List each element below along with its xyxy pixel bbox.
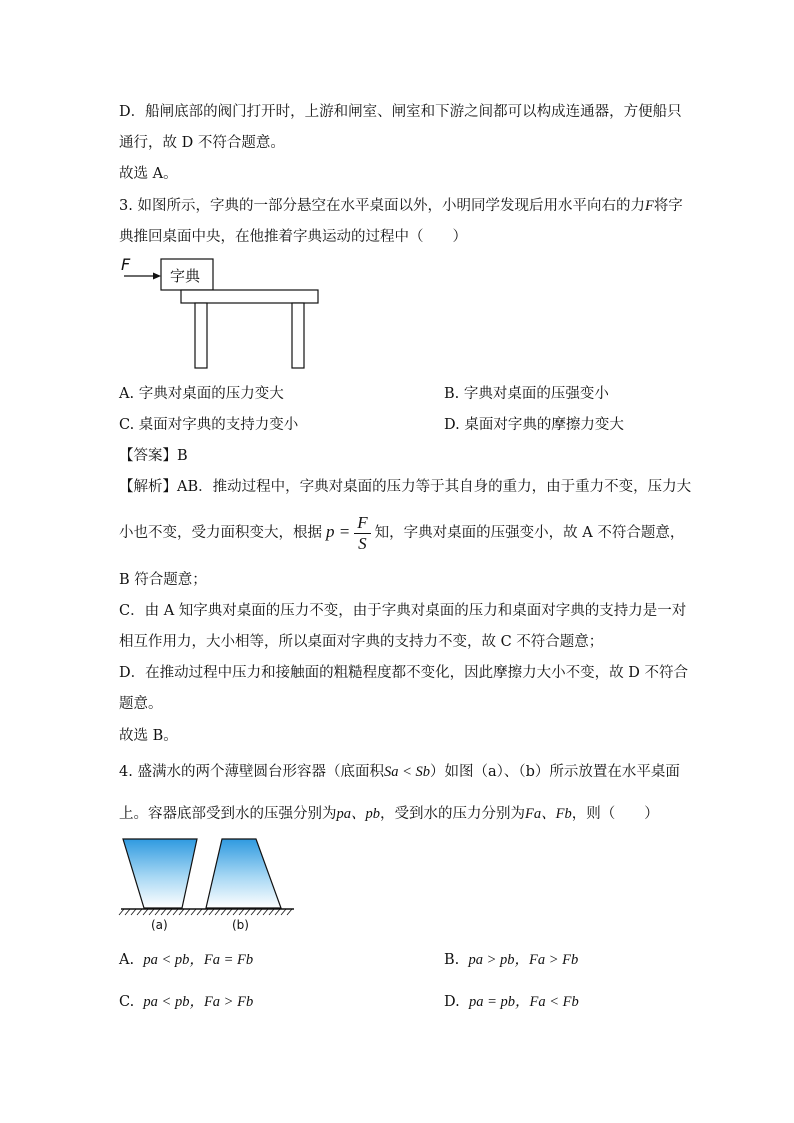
q3-choice: 故选 B。 — [119, 728, 178, 744]
q3-option-a: A. 字典对桌面的压力变大 — [119, 386, 284, 402]
table-top — [181, 290, 318, 303]
label-b: (b) — [232, 918, 249, 932]
dictionary-label: 字典 — [170, 267, 201, 285]
q3-analysis-line6: D．在推动过程中压力和接触面的粗糙程度都不变化，因此摩擦力大小不变，故 D 不符合 — [119, 665, 688, 681]
q4-option-d: D. pa = pb，Fa < Fb — [444, 994, 579, 1010]
q3-option-b: B. 字典对桌面的压强变小 — [444, 386, 609, 402]
q4-stem-line2: 上。容器底部受到水的压强分别为pa、pb，受到水的压力分别为Fa、Fb，则（ ） — [119, 806, 659, 822]
prev-choice: 故选 A。 — [119, 166, 178, 182]
q3-figure — [118, 255, 328, 373]
q3-analysis-line2: 小也不变，受力面积变大，根据 p = $\frac{F}{S}$ 知，字典对桌面的压强变小，故 A 不符合题意， — [119, 512, 685, 553]
q3-stem-line1: 3. 如图所示，字典的一部分悬空在水平桌面以外，小明同学发现后用水平向右的力F将字 — [119, 198, 683, 214]
q3-stem-line2: 典推回桌面中央，在他推着字典运动的过程中（ ） — [119, 229, 467, 245]
container-a — [123, 839, 197, 908]
q3-analysis-line7: 题意。 — [119, 696, 163, 712]
q3-analysis-line4: C．由 A 知字典对桌面的压力不变，由于字典对桌面的压力和桌面对字典的支持力是一对 — [119, 603, 687, 619]
prev-option-d-line1: D．船闸底部的阀门打开时，上游和闸室、闸室和下游之间都可以构成连通器，方便船只 — [119, 104, 682, 120]
q3-option-c: C. 桌面对字典的支持力变小 — [119, 417, 299, 433]
q4-option-c: C. pa < pb，Fa > Fb — [119, 994, 254, 1010]
q4-option-a: A. pa < pb，Fa = Fb — [119, 952, 254, 968]
table-leg-right — [292, 303, 304, 368]
label-a: (a) — [151, 918, 168, 932]
prev-option-d-line2: 通行，故 D 不符合题意。 — [119, 135, 285, 151]
container-b — [206, 839, 281, 908]
q3-answer: 【答案】B — [119, 448, 188, 464]
force-arrowhead — [153, 273, 161, 280]
q3-analysis-line1: 【解析】AB．推动过程中，字典对桌面的压力等于其自身的重力，由于重力不变，压力大 — [119, 479, 692, 495]
q4-option-b: B. pa > pb，Fa > Fb — [444, 952, 579, 968]
q3-option-d: D. 桌面对字典的摩擦力变大 — [444, 417, 624, 433]
q3-analysis-line5: 相互作用力，大小相等，所以桌面对字典的支持力不变，故 C 不符合题意； — [119, 634, 604, 650]
table-leg-left — [195, 303, 207, 368]
formula-fraction: $\frac{F}{S}$ — [354, 513, 370, 554]
q4-stem-line1: 4. 盛满水的两个薄壁圆台形容器（底面积Sa < Sb）如图（a）、（b）所示放置在水平桌面 — [119, 764, 680, 780]
q3-analysis-line3: B 符合题意； — [119, 572, 207, 588]
ground-hatching — [119, 909, 292, 915]
force-label: F — [121, 255, 131, 274]
q4-figure — [118, 836, 298, 936]
